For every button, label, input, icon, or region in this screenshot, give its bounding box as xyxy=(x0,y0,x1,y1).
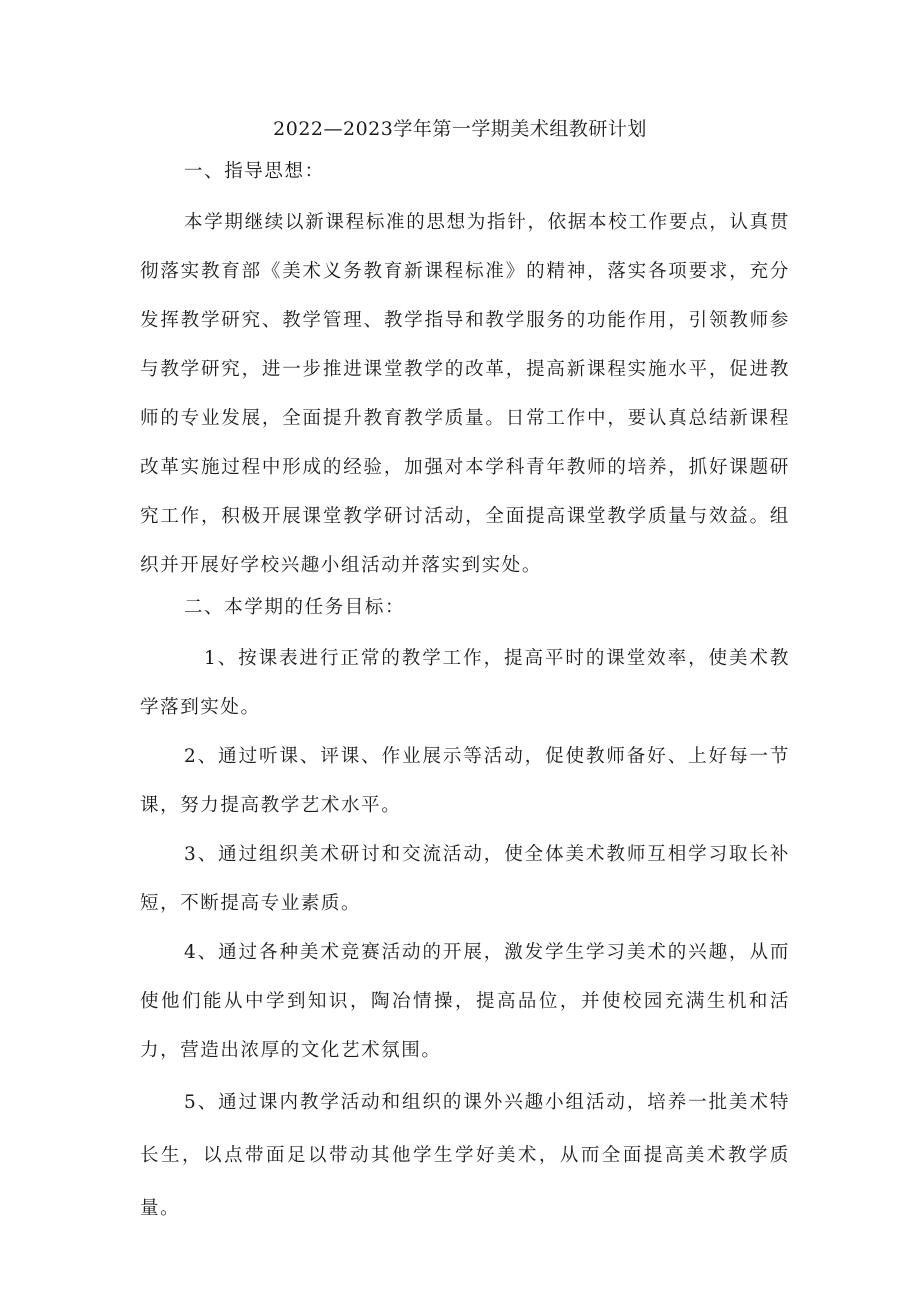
section-heading-guiding-ideology: 一、指导思想： xyxy=(184,161,325,182)
task-goal-item-3: 3、通过组织美术研讨和交流活动，使全体美术教师互相学习取长补短，不断提高专业素质。 xyxy=(140,844,790,914)
task-goal-item-4: 4、通过各种美术竞赛活动的开展，激发学生学习美术的兴趣，从而使他们能从中学到知识，陶冶情操，提高品位，并使校园充满生机和活力，营造出浓厚的文化艺术氛围。 xyxy=(140,942,790,1061)
task-goal-item-1: 1、按课表进行正常的教学工作，提高平时的课堂效率，使美术教学落到实处。 xyxy=(140,648,790,718)
task-goal-item-5: 5、通过课内教学活动和组织的课外兴趣小组活动，培养一批美术特长生，以点带面足以带动其他学生学好美术，从而全面提高美术教学质量。 xyxy=(140,1092,790,1219)
document-title: 2022—2023学年第一学期美术组教研计划 xyxy=(273,118,647,140)
guiding-ideology-paragraph: 本学期继续以新课程标准的思想为指针，依据本校工作要点，认真贯彻落实教育部《美术义务教育新课程标准》的精神，落实各项要求，充分发挥教学研究、教学管理、教学指导和教学服务的功能作用，引领教师参与教学研究，进一步推进课堂教学的改革，提高新课程实施水平，促进教师的专业发展，全面提升教育教学质量。日常工作中，要认真总结新课程改革实施过程中形成的经验，加强对本学科青年教师的培养，抓好课题研究工作，积极开展课堂教学研讨活动，全面提高课堂教学质量与效益。组织并开展好学校兴趣小组活动并落实到实处。 xyxy=(140,212,790,576)
section-heading-task-goals: 二、本学期的任务目标： xyxy=(184,597,406,618)
task-goal-item-2: 2、通过听课、评课、作业展示等活动，促使教师备好、上好每一节课，努力提高教学艺术水平。 xyxy=(140,746,790,816)
